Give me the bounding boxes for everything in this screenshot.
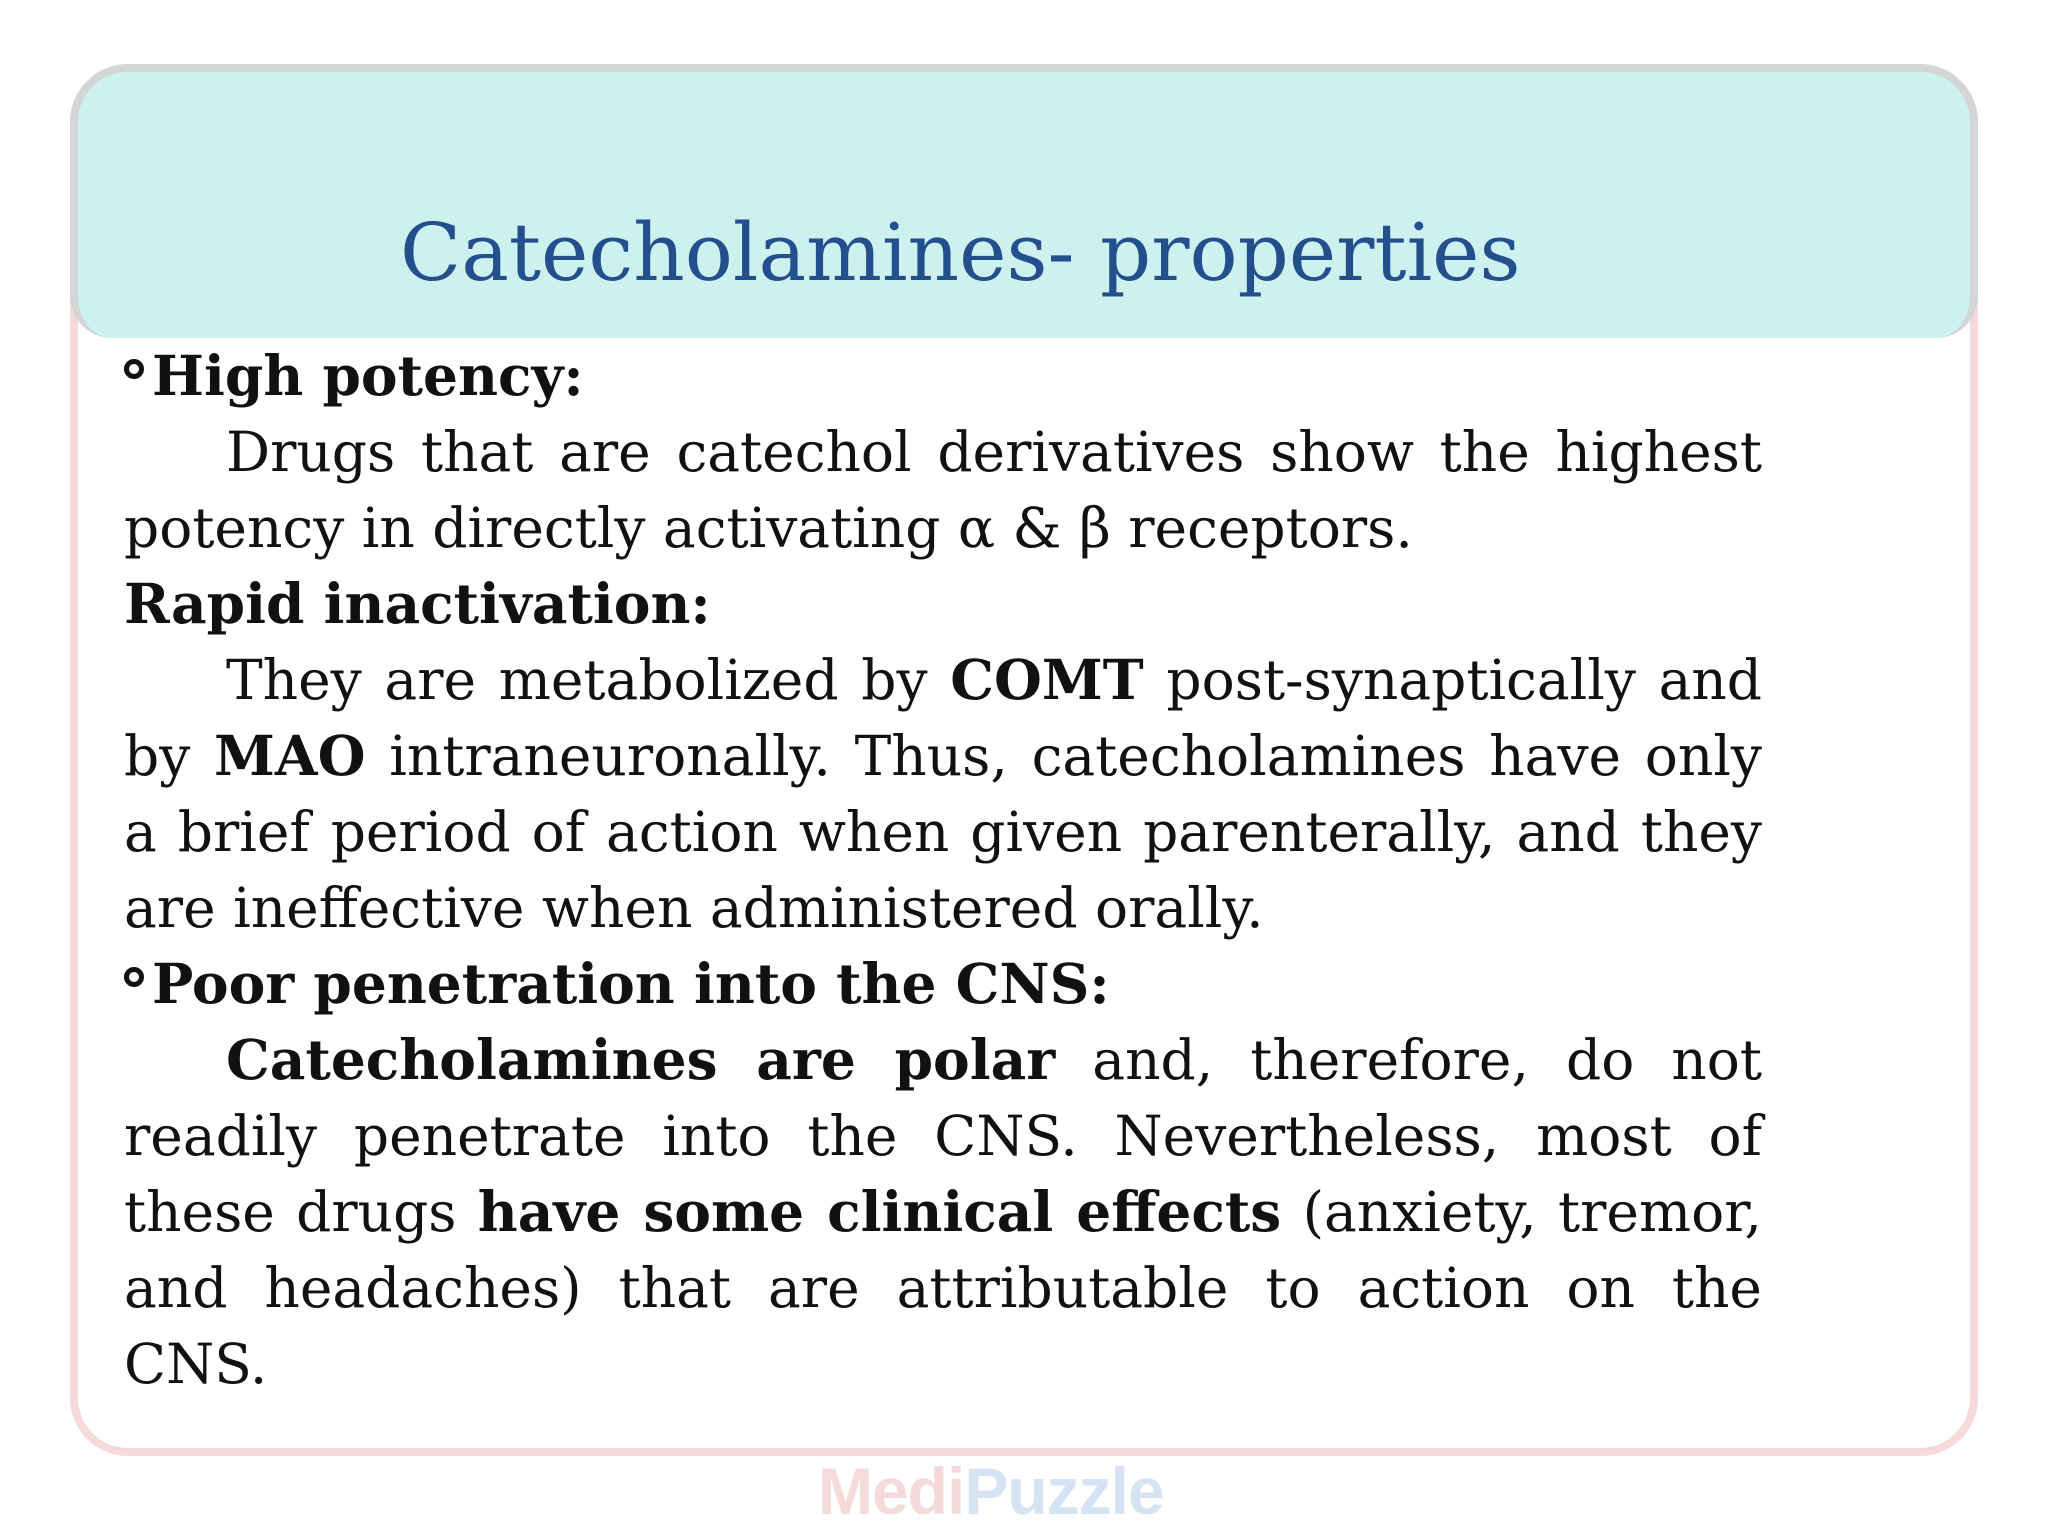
emphasis-mao: MAO bbox=[214, 723, 366, 788]
watermark-part-medi: Medi bbox=[818, 1454, 965, 1528]
section-heading-rapid-inactivation: Rapid inactivation: bbox=[124, 571, 711, 636]
watermark-logo bbox=[818, 1454, 1164, 1528]
section-body-cns-penetration bbox=[124, 1022, 1762, 1402]
heading-text: High potency: bbox=[152, 343, 584, 408]
body-text: (anxiety, tremor, and headaches) that are attributable to action on the CNS. bbox=[124, 1180, 1762, 1396]
section-body-rapid-inactivation bbox=[124, 642, 1762, 946]
section-heading-high-potency bbox=[124, 338, 1762, 414]
body-text: intraneuronally. Thus, catecholamines have only a brief period of action when given parenterally, and they are ineffective when administered orally. bbox=[124, 724, 1763, 940]
section-body-high-potency: Drugs that are catechol derivatives show the highest potency in directly activating α & β receptors. bbox=[124, 420, 1762, 560]
emphasis-comt: COMT bbox=[950, 647, 1144, 712]
body-text: and, therefore, do not readily penetrate into the CNS. Nevertheless, most of these drugs bbox=[124, 1028, 1763, 1244]
bullet-circle-icon bbox=[124, 359, 144, 379]
emphasis-polar: Catecholamines are polar bbox=[226, 1027, 1056, 1092]
body-text: post-synaptically and by bbox=[124, 648, 1762, 788]
emphasis-clinical-effects: have some clinical effects bbox=[477, 1179, 1282, 1244]
bullet-circle-icon bbox=[124, 967, 144, 987]
watermark-part-puzzle: Puzzle bbox=[964, 1454, 1164, 1528]
slide-content bbox=[124, 338, 1762, 1402]
heading-text: Poor penetration into the CNS: bbox=[152, 951, 1110, 1016]
slide-title: Catecholamines- properties bbox=[400, 206, 1521, 299]
body-text: They are metabolized by bbox=[226, 648, 951, 712]
section-heading-cns-penetration bbox=[124, 946, 1762, 1022]
